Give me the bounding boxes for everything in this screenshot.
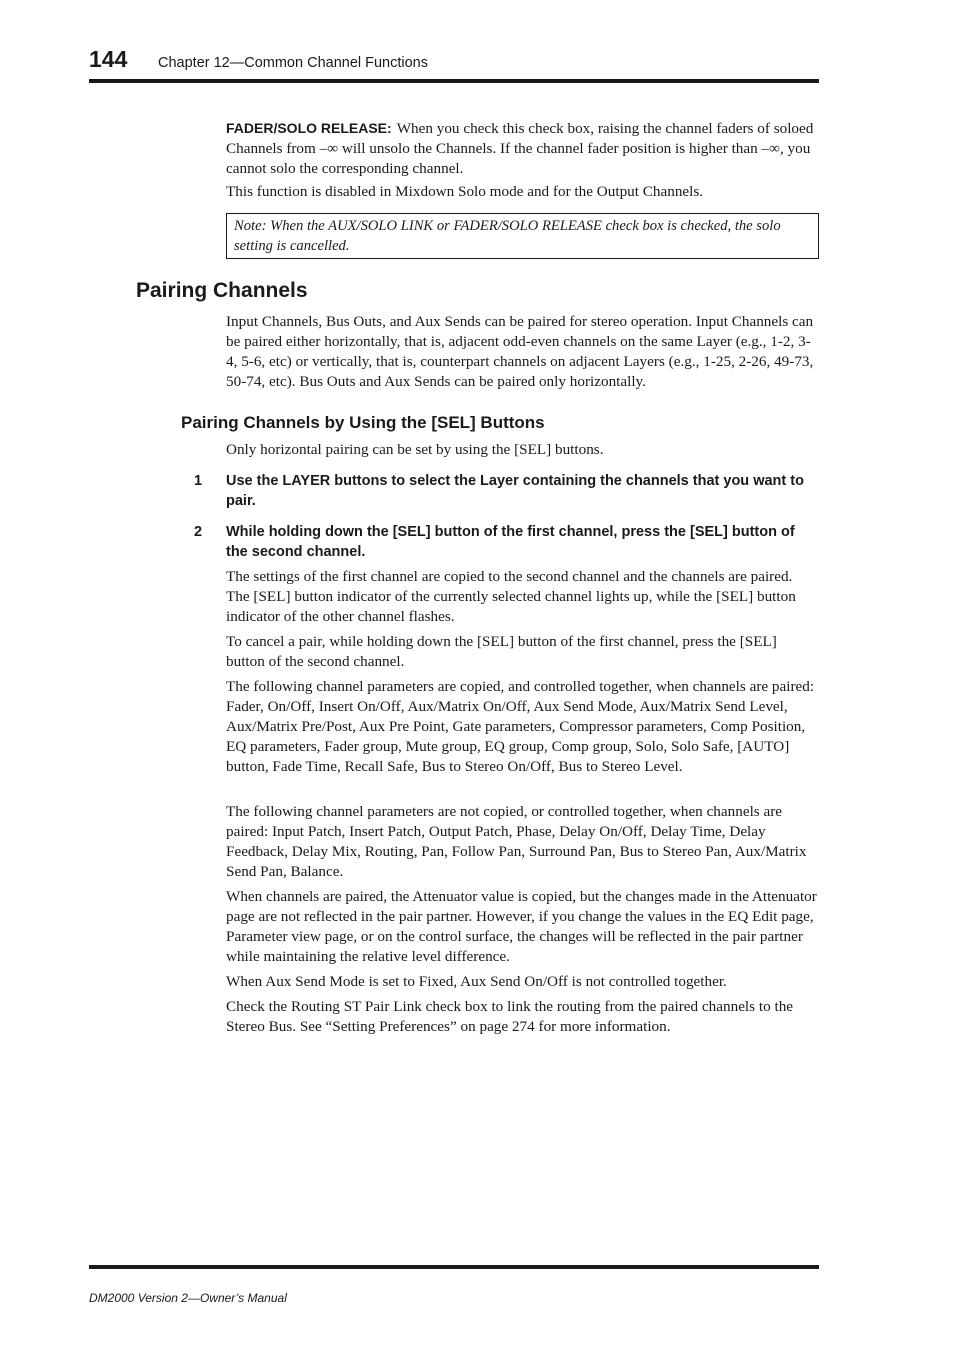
step-text-2: While holding down the [SEL] button of the first channel, press the [SEL] button of the second channel. [226,524,795,560]
body-paragraph-copy-settings: The settings of the first channel are copied to the second channel and the channels are paired. The [SEL] button indicator of the currently selected channel lights up, while the [SEL] button indicator of the other channel flashes. [226,568,796,625]
fader-solo-release-text: When you check this check box, raising the channel faders of soloed Channels from –∞ will unsolo the Channels. If the channel fader position is higher than –∞, you cannot solo the corresponding channel. [226,120,814,177]
body-paragraph-copied-parameters: The following channel parameters are copied, and controlled together, when channels are paired: Fader, On/Off, Insert On/Off, Aux/Matrix On/Off, Aux Send Mode, Aux/Matrix Send Level, Aux/Matrix Pre/Post, Aux Pre Point, Gate parameters, Compressor parameters, Comp Position, EQ parameters, Fader group, Mute group, EQ group, Comp group, Solo, Solo Safe, [AUTO] button, Fade Time, Recall Safe, Bus to Stereo On/Off, Bus to Stereo Level. [226,678,815,775]
body-paragraph-aux-send-mode: When Aux Send Mode is set to Fixed, Aux Send On/Off is not controlled together. [226,973,727,990]
step-number-1: 1 [194,473,203,489]
body-paragraph-not-copied-parameters: The following channel parameters are not copied, or controlled together, when channels are paired: Input Patch, Insert Patch, Output Patch, Phase, Delay On/Off, Delay Time, Delay Feedback, Delay Mix, Routing, Pan, Follow Pan, Surround Pan, Bus to Stereo Pan, Aux/Matrix Send Pan, Balance. [226,803,807,880]
step-text-1: Use the LAYER buttons to select the Layer containing the channels that you want to pair. [226,473,804,509]
fader-solo-release-paragraph [226,118,818,179]
section-intro: Input Channels, Bus Outs, and Aux Sends can be paired for stereo operation. Input Channels can be paired either horizontally, that is, adjacent odd-even channels on the same Layer (e.g., 1-2, 3-4, 5-6, etc) or vertically, that is, counterpart channels on adjacent Layers (e.g., 1-25, 2-26, 49-73, 50-74, etc). Bus Outs and Aux Sends can be paired only horizontally. [226,313,814,390]
footer-text: DM2000 Version 2—Owner’s Manual [89,1291,287,1305]
chapter-title: Chapter 12—Common Channel Functions [158,55,428,71]
mixdown-solo-note: This function is disabled in Mixdown Solo mode and for the Output Channels. [226,183,704,200]
step-number-2: 2 [194,524,203,540]
body-paragraph-cancel-pair: To cancel a pair, while holding down the [SEL] button of the first channel, press the [SEL] button of the second channel. [226,633,777,670]
subsection-intro: Only horizontal pairing can be set by using the [SEL] buttons. [226,441,604,458]
header-rule [89,79,819,83]
note-box: Note: When the AUX/SOLO LINK or FADER/SOLO RELEASE check box is checked, the solo setting is cancelled. [226,213,819,259]
body-paragraph-attenuator: When channels are paired, the Attenuator value is copied, but the changes made in the Attenuator page are not reflected in the pair partner. However, if you change the values in the EQ Edit page, Parameter view page, or on the control surface, the changes will be reflected in the pair partner while maintaining the relative level difference. [226,888,817,965]
body-paragraph-routing-st-pair-link: Check the Routing ST Pair Link check box to link the routing from the paired channels to the Stereo Bus. See “Setting Preferences” on page 274 for more information. [226,998,794,1035]
section-title: Pairing Channels [136,279,308,302]
footer-rule [89,1265,819,1269]
page-number: 144 [89,46,128,72]
fader-solo-release-label: FADER/SOLO RELEASE: [226,120,392,136]
subsection-title: Pairing Channels by Using the [SEL] Buttons [181,413,545,432]
